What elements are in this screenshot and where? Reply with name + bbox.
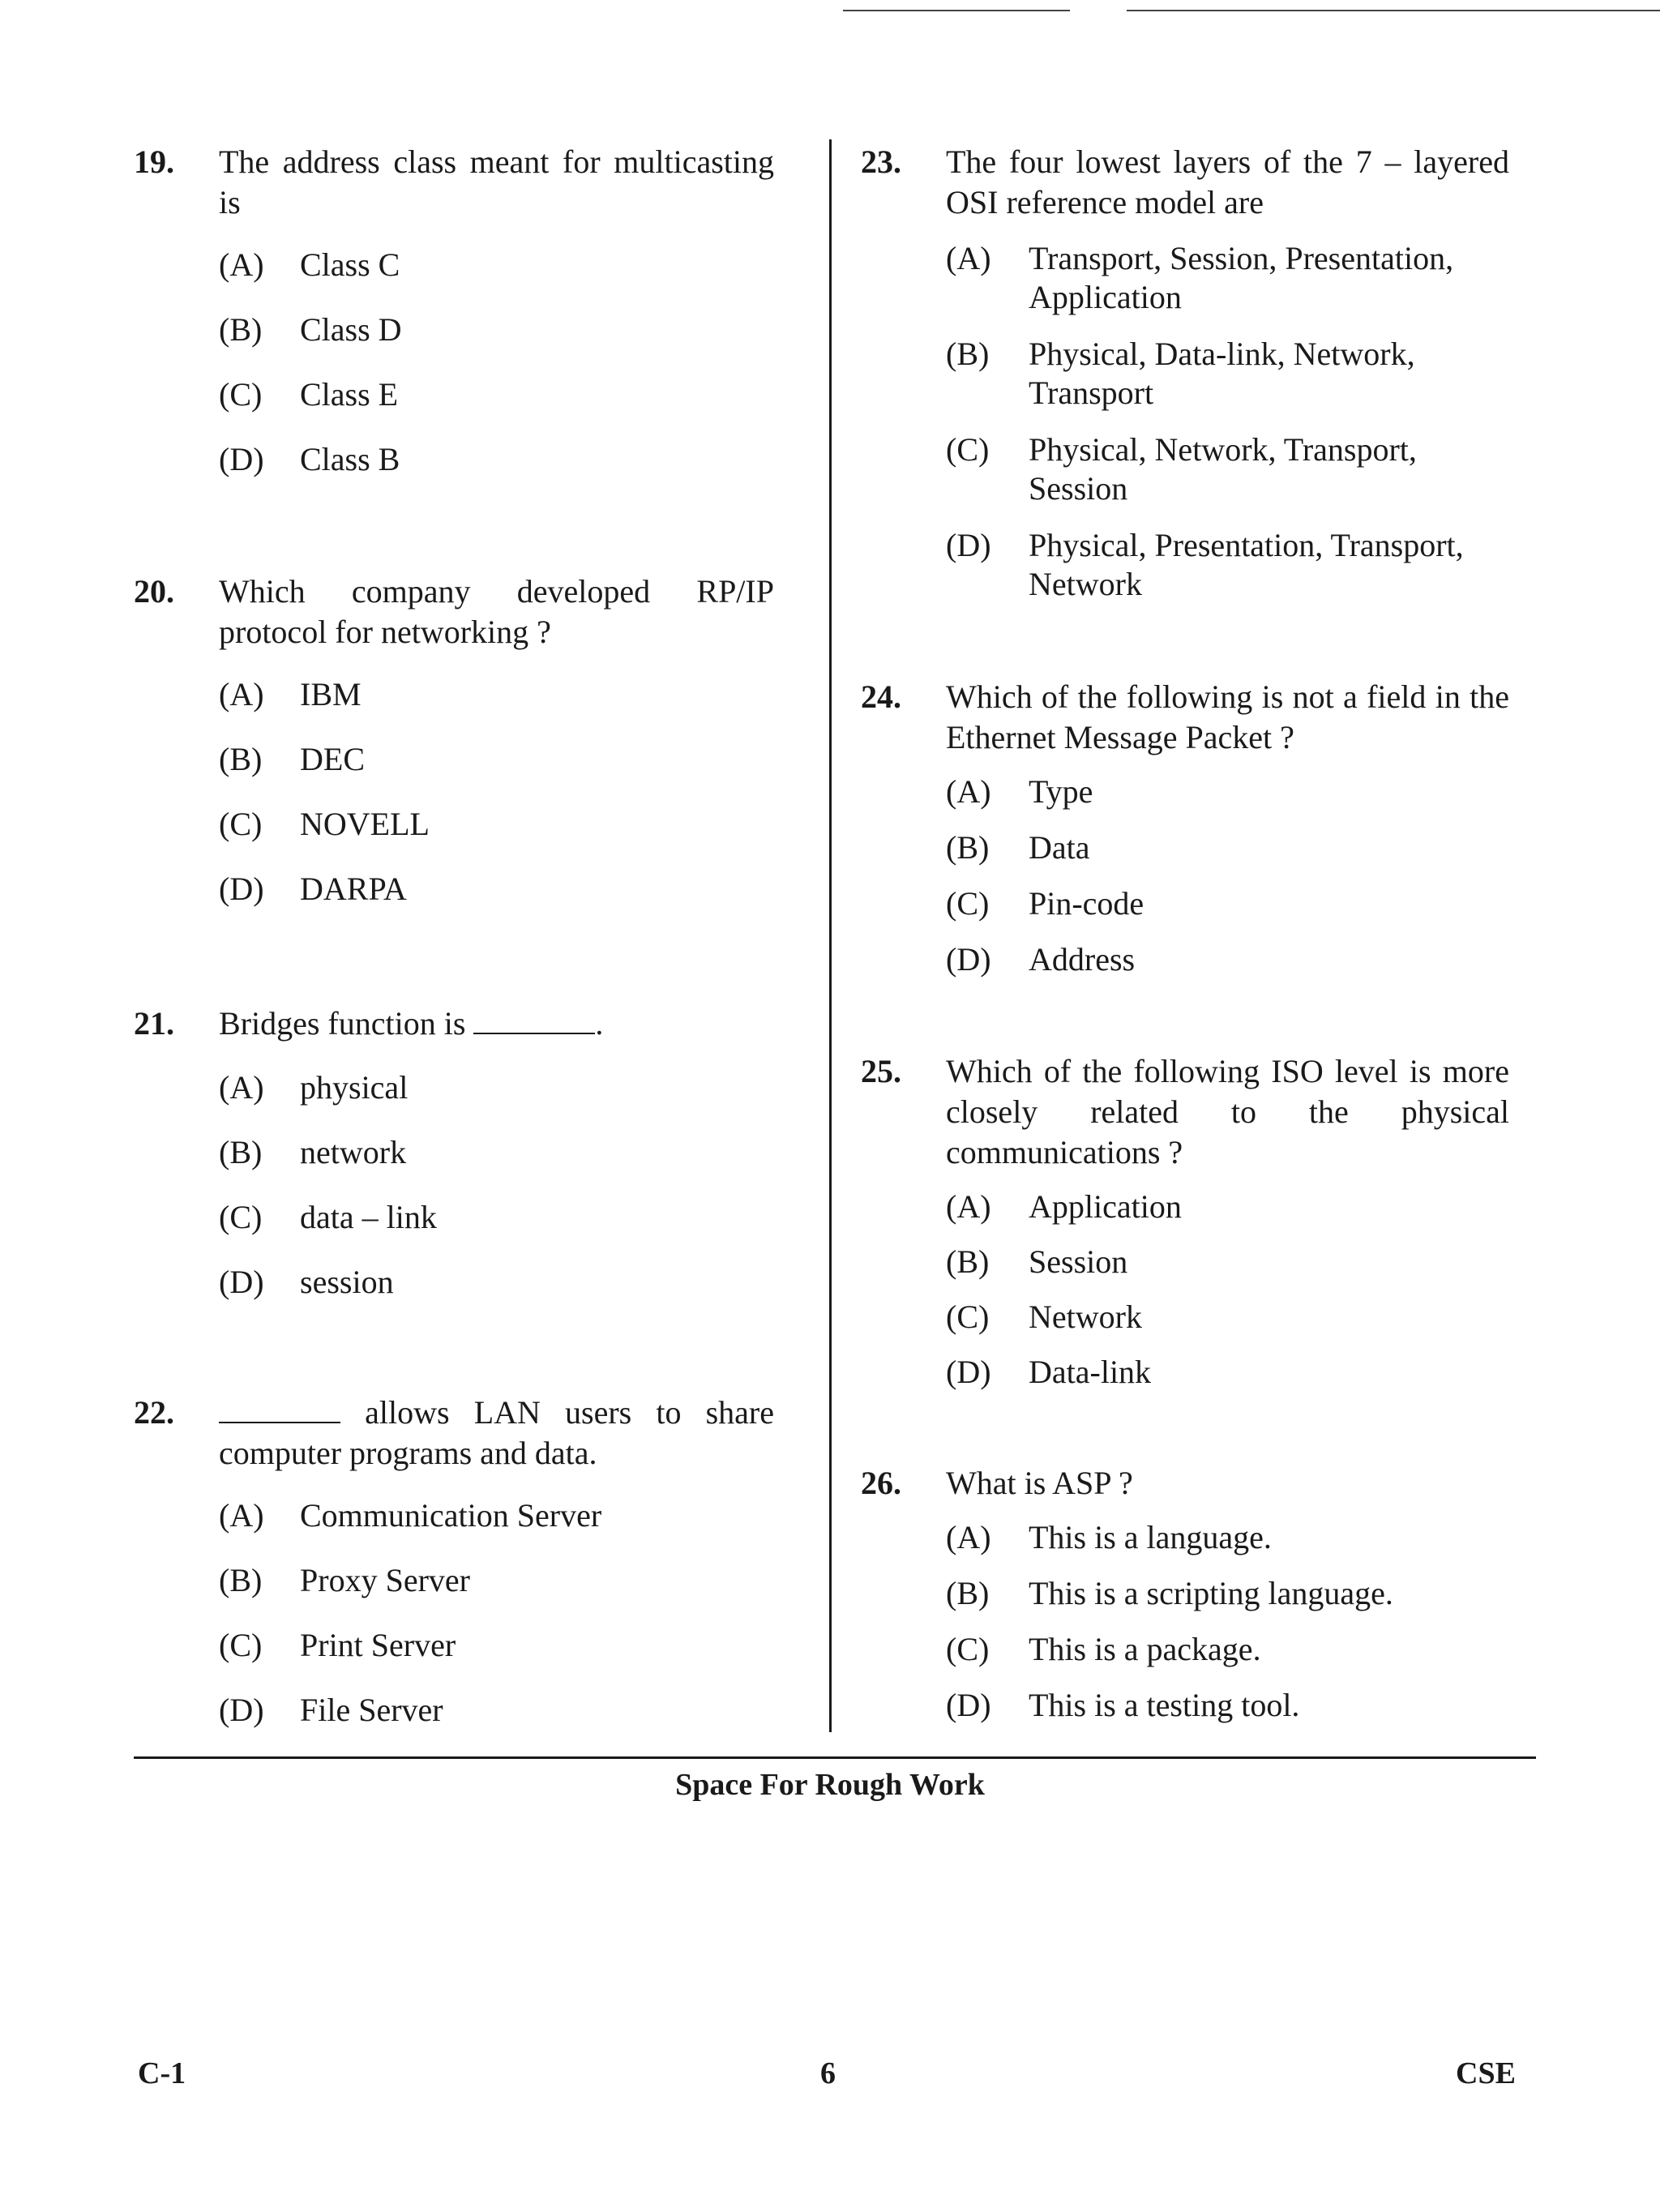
option-text: This is a language. bbox=[1029, 1519, 1272, 1555]
question-text: Which of the following ISO level is more closely related to the physical communications ? bbox=[946, 1053, 1509, 1170]
option-letter: (D) bbox=[219, 1264, 264, 1300]
option-d bbox=[946, 526, 1509, 604]
column-divider bbox=[829, 139, 832, 1732]
option-text: IBM bbox=[300, 676, 362, 712]
option-d bbox=[219, 440, 774, 479]
option-letter: (A) bbox=[219, 676, 264, 712]
question-text bbox=[219, 1393, 774, 1474]
question-number: 23. bbox=[861, 143, 901, 180]
option-b bbox=[946, 1243, 1509, 1281]
option-letter: (B) bbox=[219, 311, 263, 348]
option-letter: (A) bbox=[946, 773, 991, 810]
option-d bbox=[219, 1691, 774, 1730]
option-a bbox=[946, 239, 1509, 317]
question-26 bbox=[861, 1463, 1509, 1723]
page-number: 6 bbox=[820, 2056, 836, 2090]
option-letter: (D) bbox=[946, 941, 991, 978]
answer-blank bbox=[219, 1393, 340, 1423]
question-text: The four lowest layers of the 7 – layered OSI reference model are bbox=[946, 143, 1509, 220]
question-text: Which of the following is not a field in the Ethernet Message Packet ? bbox=[946, 678, 1509, 755]
option-letter: (D) bbox=[219, 441, 264, 477]
option-d bbox=[219, 1263, 774, 1302]
option-letter: (C) bbox=[946, 1299, 990, 1335]
option-letter: (A) bbox=[219, 246, 264, 283]
question-number: 21. bbox=[134, 1005, 174, 1042]
option-a bbox=[946, 1187, 1509, 1226]
option-b bbox=[219, 1133, 774, 1172]
option-text: NOVELL bbox=[300, 806, 430, 842]
option-text: Physical, Network, Transport, Session bbox=[1029, 431, 1417, 507]
option-letter: (B) bbox=[219, 741, 263, 777]
option-letter: (D) bbox=[946, 1687, 991, 1723]
bottom-rule bbox=[134, 1756, 1536, 1759]
option-text: Transport, Session, Presentation, Application bbox=[1029, 240, 1454, 315]
option-text: Session bbox=[1029, 1243, 1128, 1280]
subject-code: CSE bbox=[1456, 2056, 1516, 2090]
option-b bbox=[946, 335, 1509, 413]
question-number: 20. bbox=[134, 573, 174, 610]
option-text: Application bbox=[1029, 1188, 1182, 1225]
question-22 bbox=[134, 1393, 775, 1728]
option-c bbox=[946, 884, 1509, 923]
question-25 bbox=[861, 1051, 1509, 1390]
question-number: 25. bbox=[861, 1053, 901, 1089]
option-c bbox=[946, 1630, 1509, 1669]
question-text: The address class meant for multicasting is bbox=[219, 143, 774, 220]
option-a bbox=[946, 1518, 1509, 1557]
option-text: Proxy Server bbox=[300, 1562, 470, 1598]
option-d bbox=[946, 1686, 1509, 1725]
question-21 bbox=[134, 1003, 774, 1300]
option-text: Class B bbox=[300, 441, 400, 477]
option-a bbox=[219, 675, 774, 714]
option-text: network bbox=[300, 1134, 407, 1170]
option-c bbox=[219, 1626, 774, 1665]
option-text: session bbox=[300, 1264, 394, 1300]
option-text: Communication Server bbox=[300, 1497, 602, 1534]
option-letter: (D) bbox=[219, 871, 264, 907]
rough-work-label: Space For Rough Work bbox=[675, 1768, 985, 1802]
option-b bbox=[946, 828, 1509, 867]
option-letter: (C) bbox=[946, 431, 990, 468]
option-letter: (B) bbox=[219, 1134, 263, 1170]
option-text: This is a package. bbox=[1029, 1631, 1261, 1667]
question-20 bbox=[134, 571, 774, 907]
option-text: This is a scripting language. bbox=[1029, 1575, 1393, 1611]
option-letter: (B) bbox=[946, 1243, 990, 1280]
option-a bbox=[219, 246, 774, 285]
option-text: Print Server bbox=[300, 1627, 456, 1663]
option-letter: (B) bbox=[946, 1575, 990, 1611]
option-b bbox=[219, 310, 774, 349]
option-letter: (C) bbox=[946, 1631, 990, 1667]
option-letter: (A) bbox=[946, 1519, 991, 1555]
option-letter: (C) bbox=[219, 1199, 263, 1235]
question-24 bbox=[861, 677, 1509, 978]
option-b bbox=[946, 1574, 1509, 1613]
option-c bbox=[946, 1298, 1509, 1337]
option-letter: (D) bbox=[946, 527, 991, 563]
top-rule bbox=[1127, 10, 1660, 11]
option-a bbox=[219, 1496, 774, 1535]
option-c bbox=[219, 805, 774, 844]
option-letter: (A) bbox=[219, 1069, 264, 1106]
option-text: Address bbox=[1029, 941, 1136, 978]
question-number: 22. bbox=[134, 1394, 174, 1431]
option-b bbox=[219, 740, 774, 779]
footer-code: C-1 bbox=[138, 2056, 186, 2090]
option-letter: (A) bbox=[946, 240, 991, 276]
option-letter: (C) bbox=[946, 885, 990, 922]
option-a bbox=[219, 1068, 774, 1107]
option-text: Physical, Presentation, Transport, Network bbox=[1029, 527, 1464, 602]
option-letter: (C) bbox=[219, 806, 263, 842]
option-letter: (A) bbox=[219, 1497, 264, 1534]
option-text: Type bbox=[1029, 773, 1093, 810]
option-a bbox=[946, 772, 1509, 811]
option-c bbox=[946, 430, 1509, 508]
option-letter: (B) bbox=[219, 1562, 263, 1598]
option-text: data – link bbox=[300, 1199, 437, 1235]
question-number: 26. bbox=[861, 1465, 901, 1501]
question-text-after: . bbox=[595, 1005, 604, 1042]
option-text: Class C bbox=[300, 246, 400, 283]
option-d bbox=[946, 940, 1509, 979]
question-number: 19. bbox=[134, 143, 174, 180]
question-text-after: allows LAN users to share computer programs and data. bbox=[219, 1394, 775, 1471]
option-text: Class D bbox=[300, 311, 402, 348]
question-19 bbox=[134, 142, 774, 477]
option-letter: (C) bbox=[219, 1627, 263, 1663]
option-letter: (D) bbox=[946, 1354, 991, 1390]
option-text: Class E bbox=[300, 376, 399, 413]
option-letter: (D) bbox=[219, 1692, 264, 1728]
option-text: DARPA bbox=[300, 871, 407, 907]
option-b bbox=[219, 1561, 774, 1600]
option-text: Data bbox=[1029, 829, 1090, 866]
question-number: 24. bbox=[861, 678, 901, 715]
question-text-before: Bridges function is bbox=[219, 1005, 466, 1042]
option-text: Data-link bbox=[1029, 1354, 1152, 1390]
question-text: What is ASP ? bbox=[946, 1465, 1133, 1501]
option-text: physical bbox=[300, 1069, 409, 1106]
question-text: Which company developed RP/IP protocol for networking ? bbox=[219, 573, 774, 650]
option-d bbox=[946, 1353, 1509, 1392]
option-d bbox=[219, 870, 774, 909]
option-text: DEC bbox=[300, 741, 365, 777]
option-letter: (C) bbox=[219, 376, 263, 413]
option-letter: (B) bbox=[946, 829, 990, 866]
option-c bbox=[219, 375, 774, 414]
option-text: File Server bbox=[300, 1692, 443, 1728]
top-rule bbox=[843, 10, 1070, 11]
option-text: Pin-code bbox=[1029, 885, 1144, 922]
option-c bbox=[219, 1198, 774, 1237]
option-text: Network bbox=[1029, 1299, 1142, 1335]
option-text: This is a testing tool. bbox=[1029, 1687, 1300, 1723]
option-letter: (A) bbox=[946, 1188, 991, 1225]
option-letter: (B) bbox=[946, 336, 990, 372]
answer-blank bbox=[473, 1003, 595, 1034]
question-23 bbox=[861, 142, 1509, 602]
question-text bbox=[219, 1003, 774, 1044]
option-text: Physical, Data-link, Network, Transport bbox=[1029, 336, 1415, 411]
